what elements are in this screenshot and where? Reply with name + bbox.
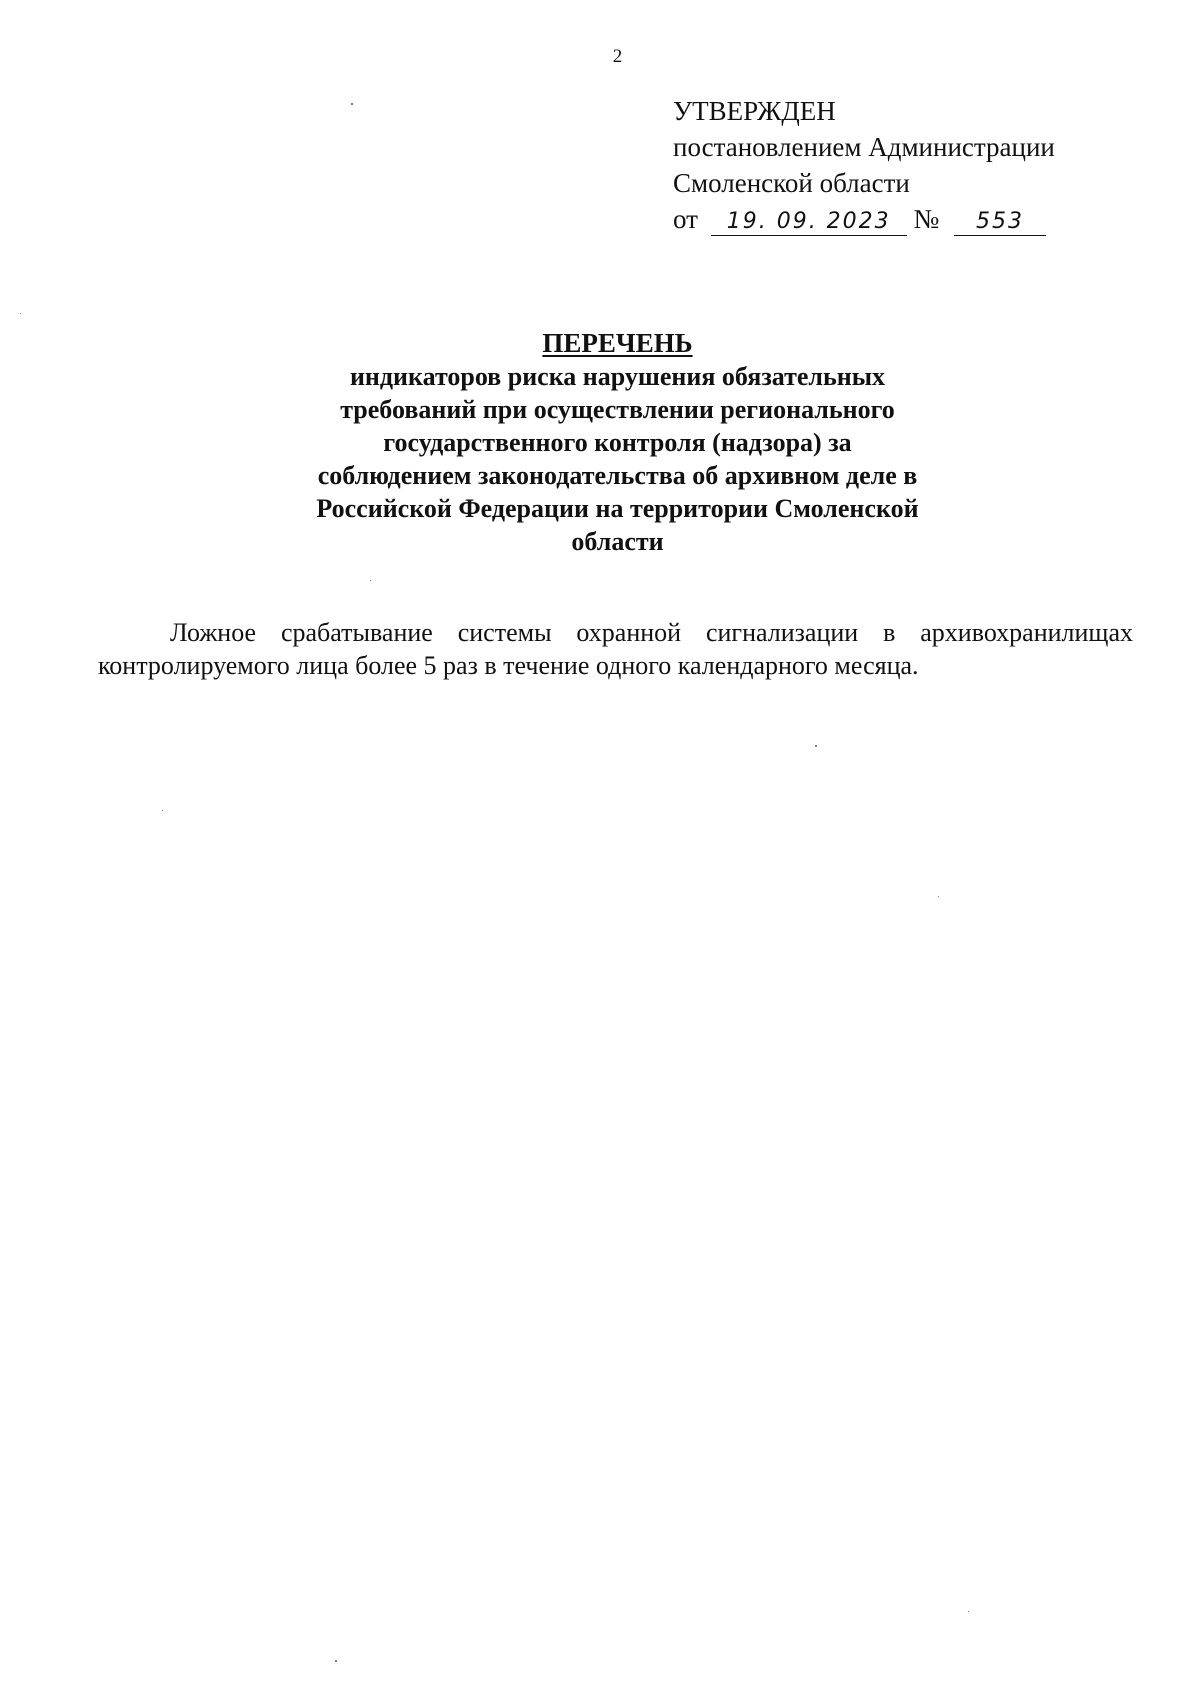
title-line-5: Российской Федерации на территории Смоленской [316,494,919,523]
title-heading: ПЕРЕЧЕНЬ [542,328,693,358]
scan-speck [351,103,353,105]
scan-speck [968,1611,969,1612]
title-line-1: индикаторов риска нарушения обязательных [349,362,886,391]
title-line-6: области [571,527,664,556]
approval-date-line [673,201,1055,237]
approval-status: УТВЕРЖДЕН [673,96,836,126]
title-line-4: соблюдением законодательства об архивном деле в [317,461,918,490]
page-number: 2 [612,46,623,67]
document-title [0,327,1200,558]
scan-speck [162,810,163,811]
scan-speck [815,745,817,747]
title-line-3: государственного контроля (надзора) за [383,428,852,457]
number-sign: № [913,204,940,234]
scan-speck [370,580,371,581]
handwritten-date: 19. 09. 2023 [711,209,907,236]
approval-block [673,93,1055,237]
date-prefix: от [673,204,698,234]
handwritten-number: 553 [954,209,1046,236]
body-paragraph: Ложное срабатывание системы охранной сигнализации в архивохранилищах контролируемого лица более 5 раз в течение одного календарного месяца. [98,618,1133,680]
scan-speck [20,313,21,314]
scan-speck [938,896,939,897]
title-line-2: требований при осуществлении регионального [340,395,895,424]
approval-line-1: постановлением Администрации [673,132,1055,162]
scan-speck [335,1660,337,1662]
approval-line-2: Смоленской области [673,168,910,198]
